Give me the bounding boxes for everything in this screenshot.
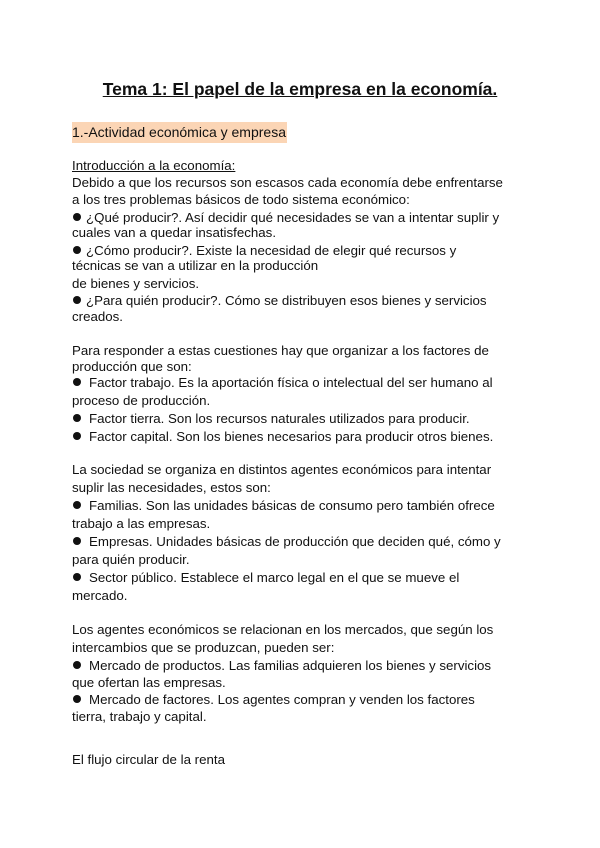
agent-empresas-cont: para quién producir. <box>72 552 190 567</box>
market-productos: Mercado de productos. Las familias adquieren los bienes y servicios <box>72 657 542 674</box>
bullet-icon <box>73 378 81 386</box>
agent-familias-cont: trabajo a las empresas. <box>72 516 211 531</box>
factor-capital: Factor capital. Son los bienes necesarios para producir otros bienes. <box>72 428 542 446</box>
factors-intro: Para responder a estas cuestiones hay que organizar a los factores de <box>72 343 489 358</box>
bullet-icon <box>73 695 81 703</box>
agent-sector-cont: mercado. <box>72 588 128 603</box>
market-factores-cont: tierra, trabajo y capital. <box>72 709 207 724</box>
intro-heading: Introducción a la economía: <box>72 158 236 173</box>
agents-block <box>72 461 542 605</box>
factor-trabajo-cont: proceso de producción. <box>72 393 211 408</box>
factor-tierra: Factor tierra. Son los recursos naturales utilizados para producir. <box>72 410 542 428</box>
market-factores: Mercado de factores. Los agentes compran y venden los factores <box>72 691 542 708</box>
bullet-que-producir: ¿Qué producir?. Así decidir qué necesidades se van a intentar suplir y <box>72 210 542 226</box>
bullet-como-producir-cont: técnicas se van a utilizar en la producción <box>72 258 319 273</box>
bullet-para-quien-cont: creados. <box>72 308 123 324</box>
bullet-icon <box>73 661 81 669</box>
bullet-icon <box>73 296 81 304</box>
factors-intro: producción que son: <box>72 358 192 374</box>
intro-line: Debido a que los recursos son escasos cada economía debe enfrentarse <box>72 174 503 190</box>
bullet-como-producir: ¿Cómo producir?. Existe la necesidad de elegir qué recursos y <box>72 243 542 259</box>
bullet-como-producir-cont: de bienes y servicios. <box>72 275 200 291</box>
intro-line: a los tres problemas básicos de todo sistema económico: <box>72 191 410 207</box>
bullet-que-producir-cont: cuales van a quedar insatisfechas. <box>72 225 277 240</box>
footer-heading: El flujo circular de la renta <box>72 752 225 767</box>
factors-block <box>72 343 542 446</box>
agents-intro: suplir las necesidades, estos son: <box>72 480 271 495</box>
agents-intro: La sociedad se organiza en distintos agentes económicos para intentar <box>72 462 492 477</box>
market-productos-cont: que ofertan las empresas. <box>72 675 226 690</box>
bullet-icon <box>73 414 81 422</box>
bullet-icon <box>73 246 81 254</box>
intro-block <box>72 158 542 324</box>
section-heading: 1.-Actividad económica y empresa <box>72 122 287 143</box>
agent-familias: Familias. Son las unidades básicas de consumo pero también ofrece <box>72 497 542 515</box>
bullet-icon <box>73 432 81 440</box>
markets-intro: intercambios que se produzcan, pueden ser: <box>72 640 335 655</box>
bullet-icon <box>73 501 81 509</box>
agent-sector: Sector público. Establece el marco legal en el que se mueve el <box>72 569 542 587</box>
bullet-icon <box>73 537 81 545</box>
factor-trabajo: Factor trabajo. Es la aportación física o intelectual del ser humano al <box>72 374 542 392</box>
markets-intro: Los agentes económicos se relacionan en los mercados, que según los <box>72 622 494 637</box>
agent-empresas: Empresas. Unidades básicas de producción que deciden qué, cómo y <box>72 533 542 551</box>
markets-block <box>72 621 542 725</box>
bullet-para-quien: ¿Para quién producir?. Cómo se distribuyen esos bienes y servicios <box>72 293 542 309</box>
bullet-icon <box>73 573 81 581</box>
bullet-icon <box>73 213 81 221</box>
page-title: Tema 1: El papel de la empresa en la economía. <box>102 79 498 99</box>
